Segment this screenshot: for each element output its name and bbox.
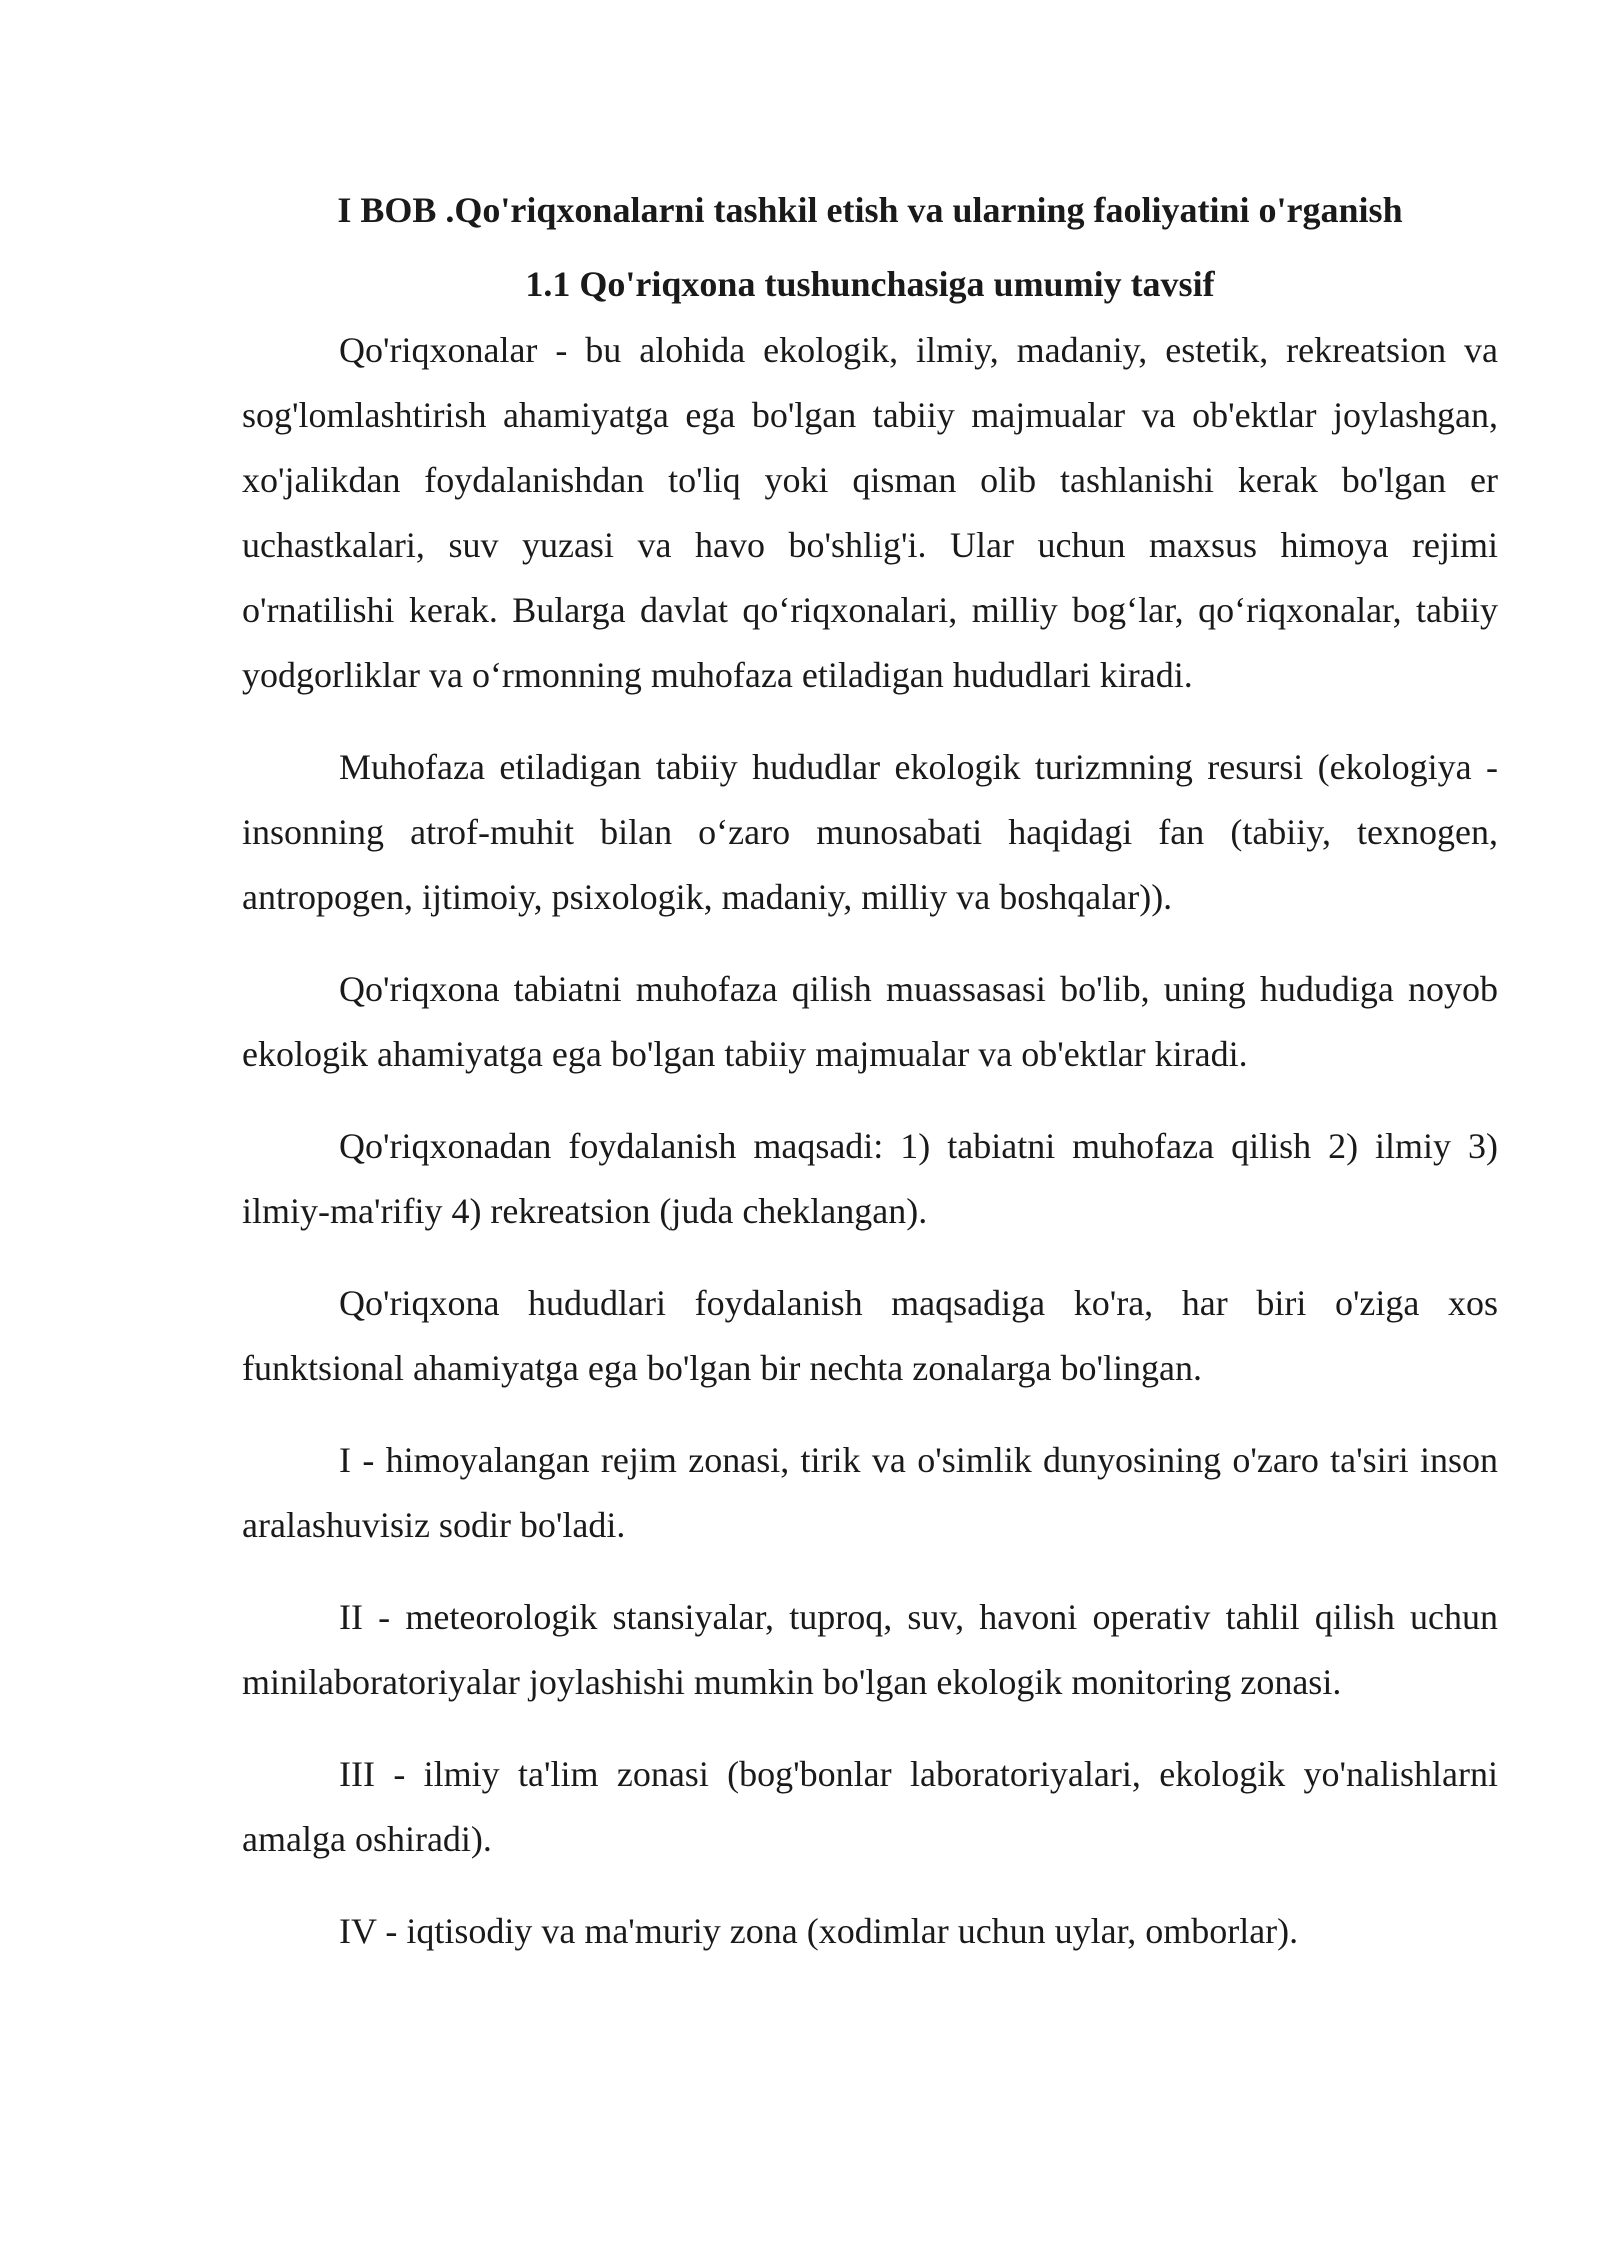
chapter-title: I BOB .Qo'riqxonalarni tashkil etish va ularning faoliyatini o'rganish: [337, 190, 1403, 230]
section-title: 1.1 Qo'riqxona tushunchasiga umumiy tavsif: [525, 264, 1215, 304]
paragraph-institution: Qo'riqxona tabiatni muhofaza qilish muassasasi bo'lib, uning hududiga noyob ekologik ahamiyatga ega bo'lgan tabiiy majmualar va ob'ektlar kiradi.: [242, 969, 1498, 1074]
paragraph-zone-4: IV - iqtisodiy va ma'muriy zona (xodimlar uchun uylar, omborlar).: [339, 1911, 1299, 1951]
paragraph-purpose: Qo'riqxonadan foydalanish maqsadi: 1) tabiatni muhofaza qilish 2) ilmiy 3) ilmiy-ma'rifiy 4) rekreatsion (juda cheklangan).: [242, 1126, 1498, 1231]
paragraph-zone-2: II - meteorologik stansiyalar, tuproq, suv, havoni operativ tahlil qilish uchun minilaboratoriyalar joylashishi mumkin bo'lgan ekologik monitoring zonasi.: [242, 1597, 1498, 1702]
paragraph-zone-1: I - himoyalangan rejim zonasi, tirik va o'simlik dunyosining o'zaro ta'siri inson aralashuvisiz sodir bo'ladi.: [242, 1440, 1498, 1545]
paragraph-zone-3: III - ilmiy ta'lim zonasi (bog'bonlar laboratoriyalari, ekologik yo'nalishlarni amalga oshiradi).: [242, 1754, 1498, 1859]
paragraph-definition: Qo'riqxonalar - bu alohida ekologik, ilmiy, madaniy, estetik, rekreatsion va sog'lomlashtirish ahamiyatga ega bo'lgan tabiiy majmualar va ob'ektlar joylashgan, xo'jalikdan foydalanishdan to'liq yoki qisman olib tashlanishi kerak bo'lgan er uchastkalari, suv yuzasi va havo bo'shlig'i. Ular uchun maxsus himoya rejimi o'rnatilishi kerak. Bularga davlat qo‘riqxonalari, milliy bog‘lar, qo‘riqxonalar, tabiiy yodgorliklar va o‘rmonning muhofaza etiladigan hududlari kiradi.: [242, 330, 1498, 695]
document-page: [242, 186, 1498, 1991]
paragraph-zones-intro: Qo'riqxona hududlari foydalanish maqsadiga ko'ra, har biri o'ziga xos funktsional ahamiyatga ega bo'lgan bir nechta zonalarga bo'lingan.: [242, 1283, 1498, 1388]
paragraph-protected-areas: Muhofaza etiladigan tabiiy hududlar ekologik turizmning resursi (ekologiya - insonning atrof-muhit bilan o‘zaro munosabati haqidagi fan (tabiiy, texnogen, antropogen, ijtimoiy, psixologik, madaniy, milliy va boshqalar)).: [242, 747, 1498, 917]
